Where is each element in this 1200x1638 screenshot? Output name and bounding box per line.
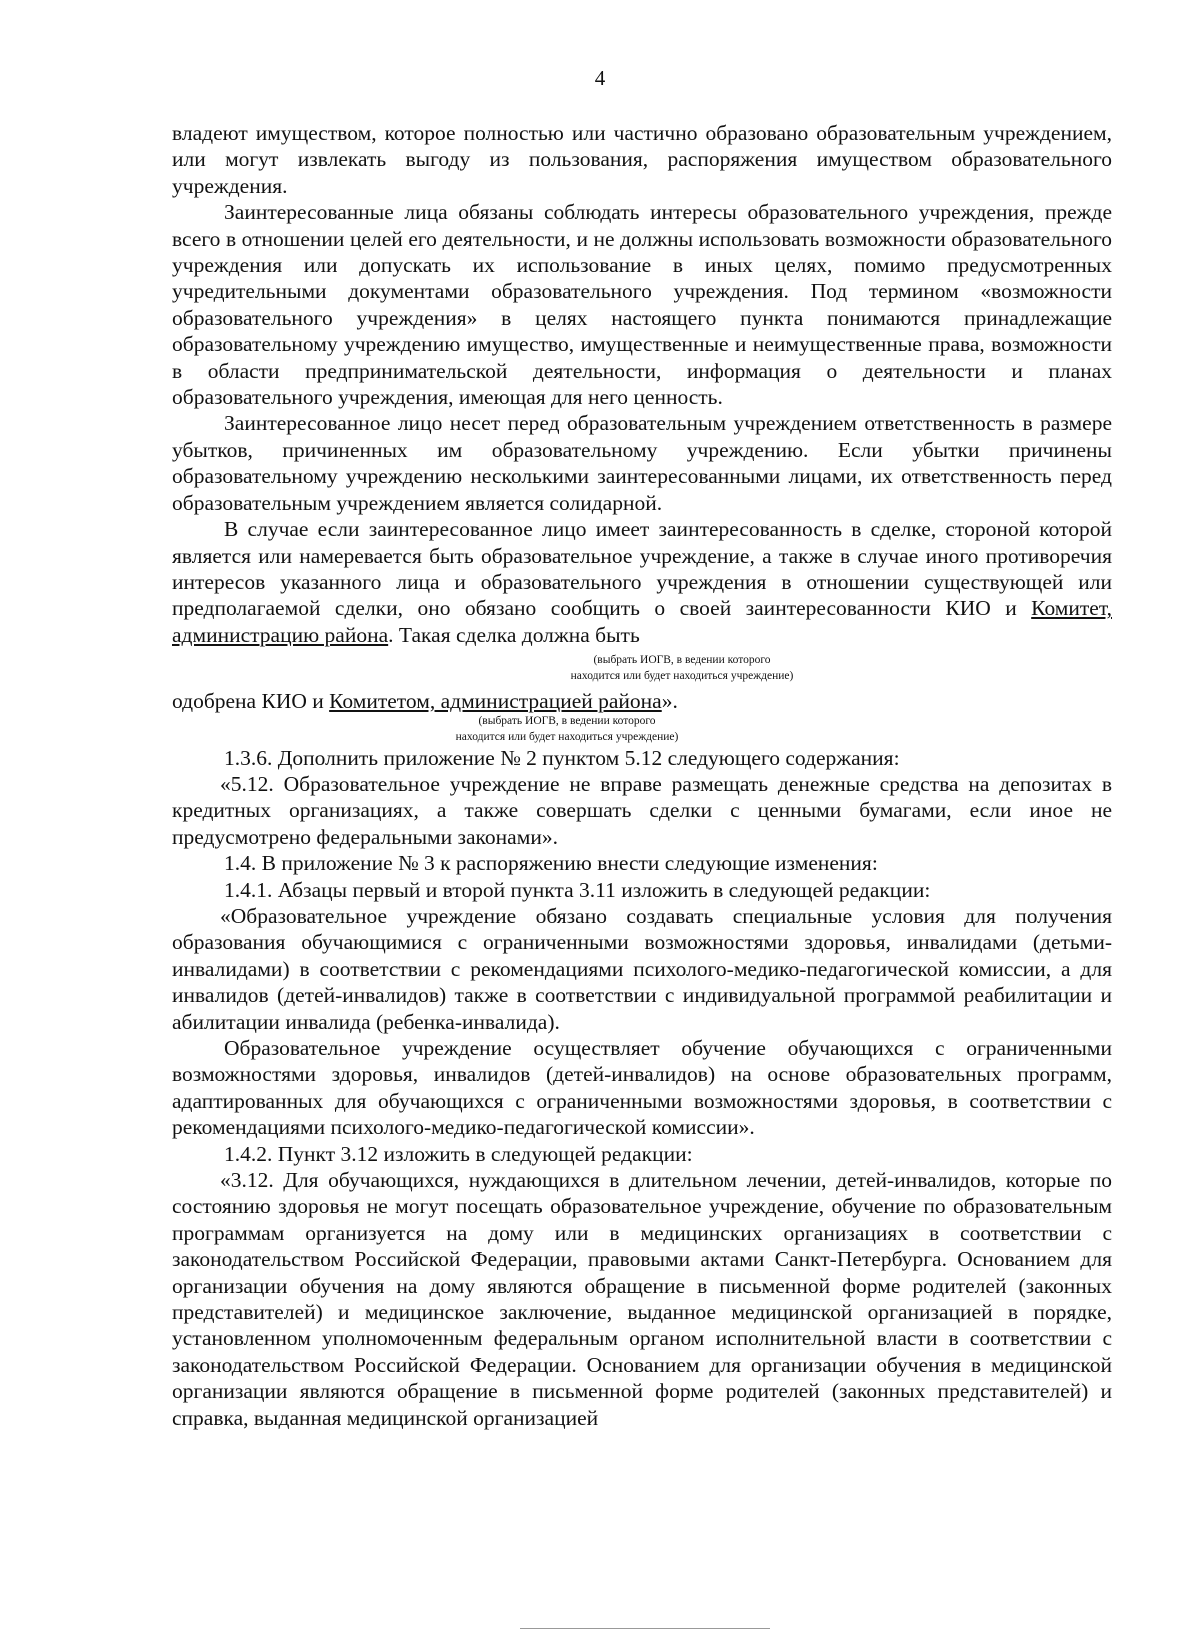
footnote-select-authority	[22, 713, 1112, 745]
paragraph-item-5-12: «5.12. Образовательное учреждение не вправе размещать денежные средства на депозитах в кредитных организациях, а также совершать сделки с ценными бумагами, если иное не предусмотрено федеральными законами».	[172, 771, 1112, 849]
paragraph-text: одобрена КИО и	[172, 689, 330, 714]
paragraph-interested-persons-duties: Заинтересованные лица обязаны соблюдать интересы образовательного учреждения, прежде всего в отношении целей его деятельности, и не должны использовать возможности образовательного учреждения или допускать их использование в иных целях, помимо предусмотренных учредительными документами образовательного учреждения. Под термином «возможности образовательного учреждения» в целях настоящего пункта понимаются принадлежащие образовательному учреждению имущество, имущественные и неимущественные права, возможности в области предпринимательской деятельности, информация о деятельности и планах образовательного учреждения, имеющая для него ценность.	[172, 200, 1112, 410]
document-body	[172, 120, 1112, 1431]
paragraph-text: ».	[661, 689, 678, 714]
footnote-text: (выбрать ИОГВ, в ведении которого находится или будет находиться учреждение)	[455, 714, 679, 743]
paragraph-liability: Заинтересованное лицо несет перед образовательным учреждением ответственность в размере убытков, причиненных им образовательному учреждению. Если убытки причинены образовательному учреждению несколькими заинтересованными лицами, их ответственность перед образовательным учреждением является солидарной.	[172, 411, 1112, 515]
underlined-authority-name: Комитет, администрацию района	[172, 596, 1112, 647]
underlined-authority-name: Комитетом, администрацией района	[329, 689, 662, 714]
paragraph-item-1-3-6: 1.3.6. Дополнить приложение № 2 пунктом 5.12 следующего содержания:	[224, 745, 900, 770]
paragraph-text: . Такая сделка должна быть	[388, 622, 640, 647]
paragraph-text: В случае если заинтересованное лицо имеет заинтересованность в сделке, стороной которой является или намеревается быть образовательное учреждение, а также в случае иного противоречия интересов указанного лица и образовательного учреждения в отношении существующей или предполагаемой сделки, оно обязано сообщить о своей заинтересованности КИО и	[172, 517, 1112, 621]
paragraph-continuation: владеют имуществом, которое полностью или частично образовано образовательным учреждением, или могут извлекать выгоду из пользования, распоряжения имуществом образовательного учреждения.	[172, 121, 1112, 198]
paragraph-transaction-interest	[172, 516, 1112, 648]
paragraph-approval	[172, 688, 1112, 714]
paragraph-item-1-4-1: 1.4.1. Абзацы первый и второй пункта 3.11 изложить в следующей редакции:	[224, 877, 931, 902]
page-bottom-divider	[520, 1628, 770, 1629]
paragraph-item-1-4-2: 1.4.2. Пункт 3.12 изложить в следующей редакции:	[224, 1141, 693, 1166]
footnote-select-authority	[172, 652, 1112, 684]
paragraph-item-1-4: 1.4. В приложение № 3 к распоряжению внести следующие изменения:	[224, 851, 878, 876]
paragraph-item-3-12: «3.12. Для обучающихся, нуждающихся в длительном лечении, детей-инвалидов, которые по состоянию здоровья не могут посещать образовательное учреждение, обучение по образовательным программам организуется на дому или в медицинских организациях в соответствии с законодательством Российской Федерации, правовыми актами Санкт-Петербурга. Основанием для организации обучения на дому являются обращение в письменной форме родителей (законных представителей) и медицинское заключение, выданное медицинской организацией в порядке, установленном уполномоченным федеральным органом исполнительной власти в соответствии с законодательством Российской Федерации. Основанием для организации обучения в медицинской организации являются обращение в письменной форме родителей (законных представителей) и справка, выданная медицинской организацией	[172, 1168, 1112, 1430]
paragraph-special-conditions: «Образовательное учреждение обязано создавать специальные условия для получения образования обучающимися с ограниченными возможностями здоровья, инвалидами (детьми-инвалидами) в соответствии с рекомендациями психолого-медико-педагогической комиссии, а для инвалидов (детей-инвалидов) также в соответствии с индивидуальной программой реабилитации и абилитации инвалида (ребенка-инвалида).	[172, 903, 1112, 1034]
paragraph-adapted-programs: Образовательное учреждение осуществляет обучение обучающихся с ограниченными возможностями здоровья, инвалидов (детей-инвалидов) на основе образовательных программ, адаптированных для обучающихся с ограниченными возможностями здоровья, в соответствии с рекомендациями психолого-медико-педагогической комиссии».	[172, 1036, 1112, 1140]
footnote-text: (выбрать ИОГВ, в ведении которого находится или будет находиться учреждение)	[570, 654, 794, 683]
page-number: 4	[594, 66, 606, 90]
